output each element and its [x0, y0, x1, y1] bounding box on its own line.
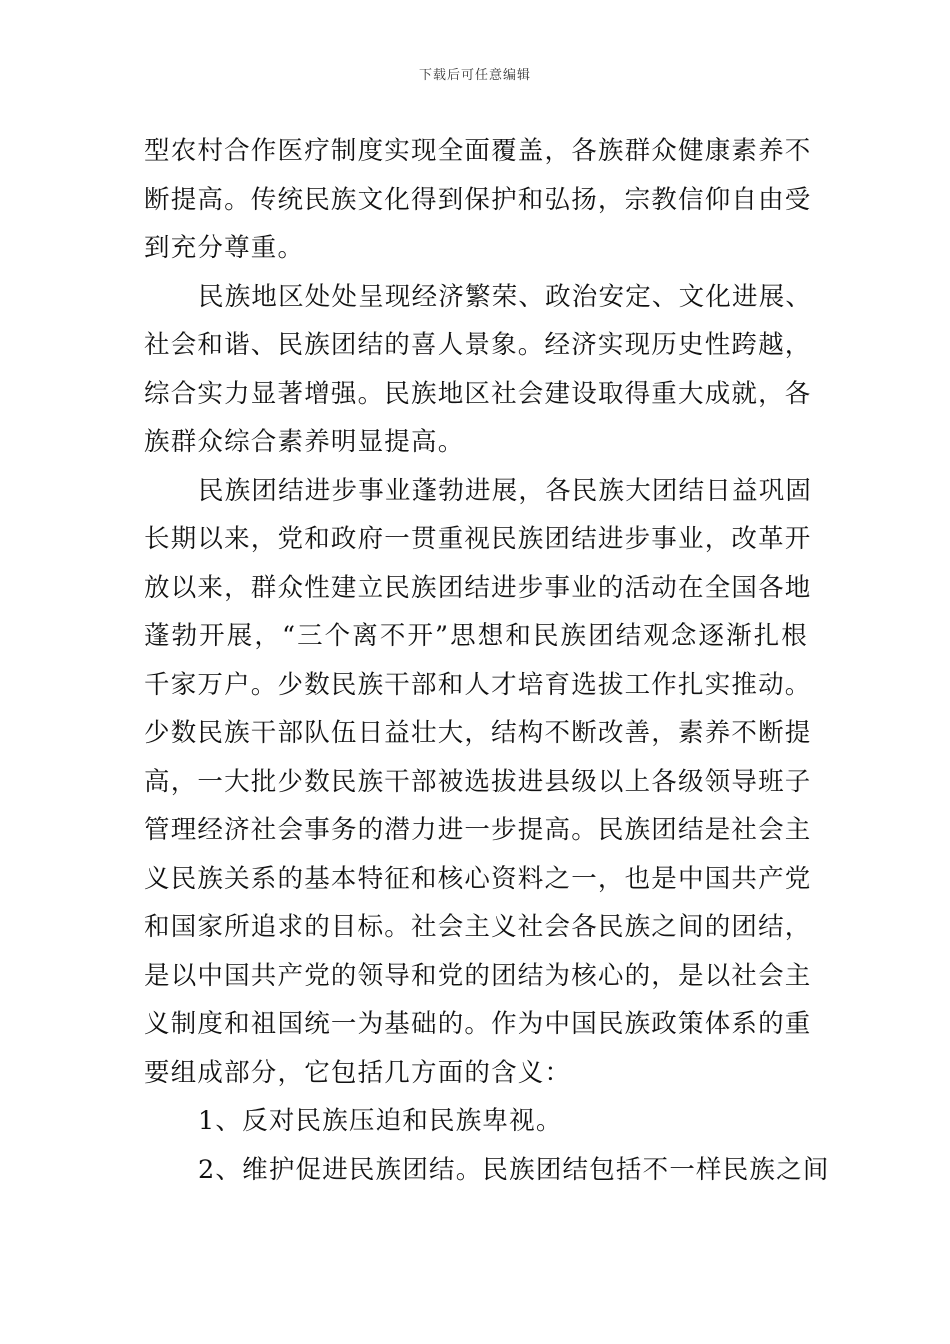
text-line: 2、维护促进民族团结。民族团结包括不一样民族之间: [198, 1154, 830, 1185]
text-line: 是以中国共产党的领导和党的团结为核心的，是以社会主: [144, 960, 812, 991]
text-line: 和国家所追求的目标。社会主义社会各民族之间的团结，: [144, 912, 812, 942]
text-line: 千家万户。少数民族干部和人才培育选拔工作扎实推动。: [144, 669, 812, 700]
text-line: 义民族关系的基本特征和核心资料之一，也是中国共产党: [144, 863, 812, 894]
text-line: 高，一大批少数民族干部被选拔进县级以上各级领导班子: [144, 766, 812, 797]
text-line: 放以来，群众性建立民族团结进步事业的活动在全国各地: [144, 572, 812, 603]
page-header: 下载后可任意编辑: [418, 68, 531, 83]
text-line: 蓬勃开展，“三个离不开”思想和民族团结观念逐渐扎根: [144, 621, 808, 651]
text-line: 1、反对民族压迫和民族卑视。: [198, 1106, 563, 1136]
text-line: 族群众综合素养明显提高。: [144, 427, 465, 457]
text-line: 管理经济社会事务的潜力进一步提高。民族团结是社会主: [144, 815, 812, 845]
text-line: 综合实力显著增强。民族地区社会建设取得重大成就，各: [144, 378, 812, 409]
text-line: 要组成部分，它包括几方面的含义：: [144, 1057, 572, 1088]
text-line: 社会和谐、民族团结的喜人景象。经济实现历史性跨越，: [144, 330, 812, 360]
text-line: 断提高。传统民族文化得到保护和弘扬，宗教信仰自由受: [144, 184, 812, 215]
text-line: 型农村合作医疗制度实现全面覆盖，各族群众健康素养不: [144, 136, 812, 166]
document-body: [144, 127, 830, 1194]
text-line: 少数民族干部队伍日益壮大，结构不断改善，素养不断提: [144, 718, 812, 748]
text-line: 长期以来，党和政府一贯重视民族团结进步事业，改革开: [144, 524, 812, 554]
text-line: 民族团结进步事业蓬勃进展，各民族大团结日益巩固: [198, 475, 813, 506]
text-line: 民族地区处处呈现经济繁荣、政治安定、文化进展、: [198, 281, 813, 312]
text-line: 义制度和祖国统一为基础的。作为中国民族政策体系的重: [144, 1009, 812, 1039]
text-line: 到充分尊重。: [144, 233, 305, 263]
